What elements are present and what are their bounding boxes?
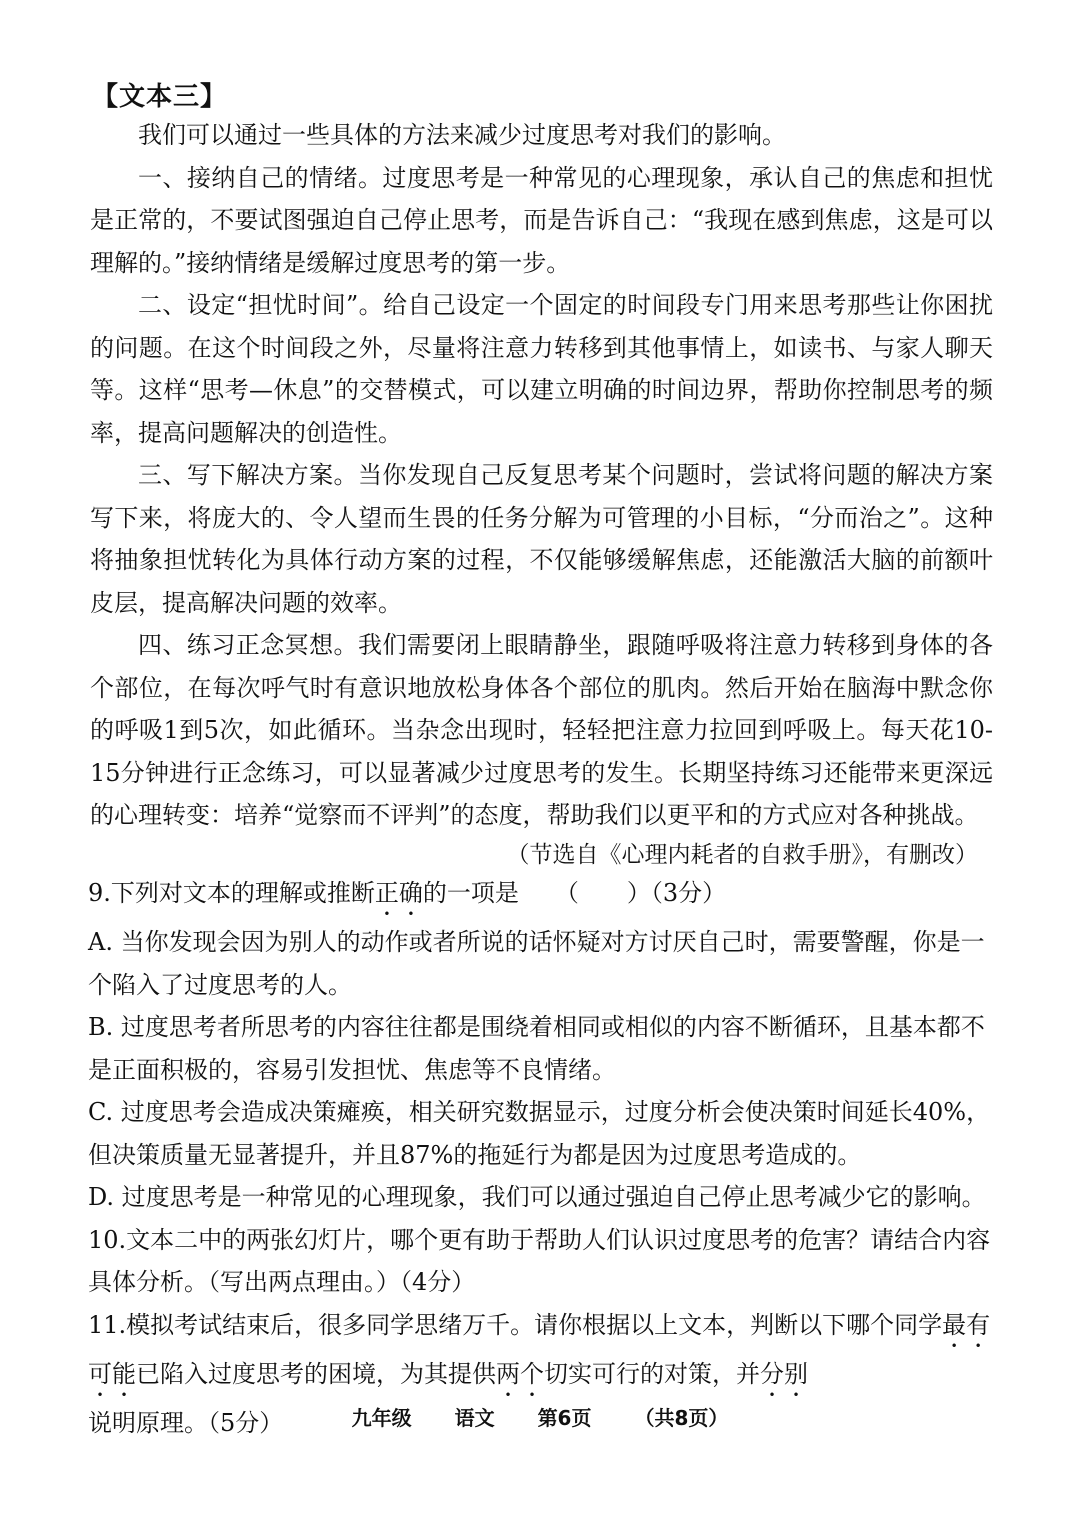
footer-total-pages: （共8页） bbox=[634, 1406, 729, 1430]
question-10: 10.文本二中的两张幻灯片，哪个更有助于帮助人们认识过度思考的危害？请结合内容具体分析。（写出两点理由。）（4分） bbox=[88, 1225, 991, 1296]
section-label: 【文本三】 bbox=[92, 82, 228, 112]
question-11-part-3: 切实可行的对策，并 bbox=[544, 1359, 760, 1388]
paragraph-method-3: 三、写下解决方案。当你发现自己反复思考某个问题时，尝试将问题的解决方案写下来，将庞大的、令人望而生畏的任务分解为可管理的小目标，“分而治之”。这种将抽象担忧转化为具体行动方案的过程，不仅能够缓解焦虑，还能激活大脑的前额叶皮层，提高解决问题的效率。 bbox=[90, 461, 993, 617]
paragraph-intro: 我们可以通过一些具体的方法来减少过度思考对我们的影响。 bbox=[138, 121, 786, 149]
question-9-emphasis: 正确 bbox=[374, 879, 423, 907]
page-footer bbox=[0, 1402, 1080, 1431]
question-9-tail: 的一项是 （ ）（3分） bbox=[422, 879, 727, 907]
option-a: A. 当你发现会因为别人的动作或者所说的话怀疑对方讨厌自己时，需要警醒，你是一个陷入了过度思考的人。 bbox=[88, 928, 985, 999]
question-11-emphasis-3: 分别 bbox=[760, 1359, 808, 1388]
questions-block bbox=[88, 872, 993, 1444]
source-citation: （节选自《心理内耗者的自救手册》，有删改） bbox=[506, 842, 978, 868]
paragraph-method-4: 四、练习正念冥想。我们需要闭上眼睛静坐，跟随呼吸将注意力转移到身体的各个部位，在每次呼气时有意识地放松身体各个部位的肌肉。然后开始在脑海中默念你的呼吸1到5次，如此循环。当杂念出现时，轻轻把注意力拉回到呼吸上。每天花10-15分钟进行正念练习，可以显著减少过度思考的发生。长期坚持练习还能带来更深远的心理转变：培养“觉察而不评判”的态度，帮助我们以更平和的方式应对各种挑战。 bbox=[90, 631, 993, 829]
question-11-part-1: 11.模拟考试结束后，很多同学思绪万千。请你根据以上文本，判断以下哪个同学 bbox=[88, 1310, 943, 1339]
footer-grade: 九年级 bbox=[351, 1406, 412, 1430]
question-11-emphasis-2: 两个 bbox=[496, 1359, 544, 1388]
paragraph-method-2: 二、设定“担忧时间”。给自己设定一个固定的时间段专门用来思考那些让你困扰的问题。在这个时间段之外，尽量将注意力转移到其他事情上，如读书、与家人聊天等。这样“思考—休息”的交替模式，可以建立明确的时间边界，帮助你控制思考的频率，提高问题解决的创造性。 bbox=[90, 291, 993, 447]
question-9 bbox=[88, 872, 993, 921]
question-9-text: 9.下列对文本的理解或推断 bbox=[88, 879, 375, 907]
option-b: B. 过度思考者所思考的内容往往都是围绕着相同或相似的内容不断循环，且基本都不是正面积极的，容易引发担忧、焦虑等不良情绪。 bbox=[88, 1013, 985, 1084]
question-11-emphasis-1: 最有可能 bbox=[88, 1310, 991, 1388]
option-d: D. 过度思考是一种常见的心理现象，我们可以通过强迫自己停止思考减少它的影响。 bbox=[88, 1183, 986, 1211]
paragraph-method-1: 一、接纳自己的情绪。过度思考是一种常见的心理现象，承认自己的焦虑和担忧是正常的，不要试图强迫自己停止思考，而是告诉自己：“我现在感到焦虑，这是可以理解的。”接纳情绪是缓解过度思考的第一步。 bbox=[90, 163, 993, 277]
passage-text bbox=[90, 114, 993, 837]
footer-subject: 语文 bbox=[454, 1406, 495, 1430]
option-c: C. 过度思考会造成决策瘫痪，相关研究数据显示，过度分析会使决策时间延长40%，但决策质量无显著提升，并且87%的拖延行为都是因为过度思考造成的。 bbox=[88, 1098, 991, 1169]
question-11-part-4: 说明原理。（5分） bbox=[88, 1408, 284, 1437]
footer-page-number: 第6页 bbox=[537, 1406, 592, 1430]
question-11-part-2: 已陷入过度思考的困境，为其提供 bbox=[136, 1359, 496, 1388]
